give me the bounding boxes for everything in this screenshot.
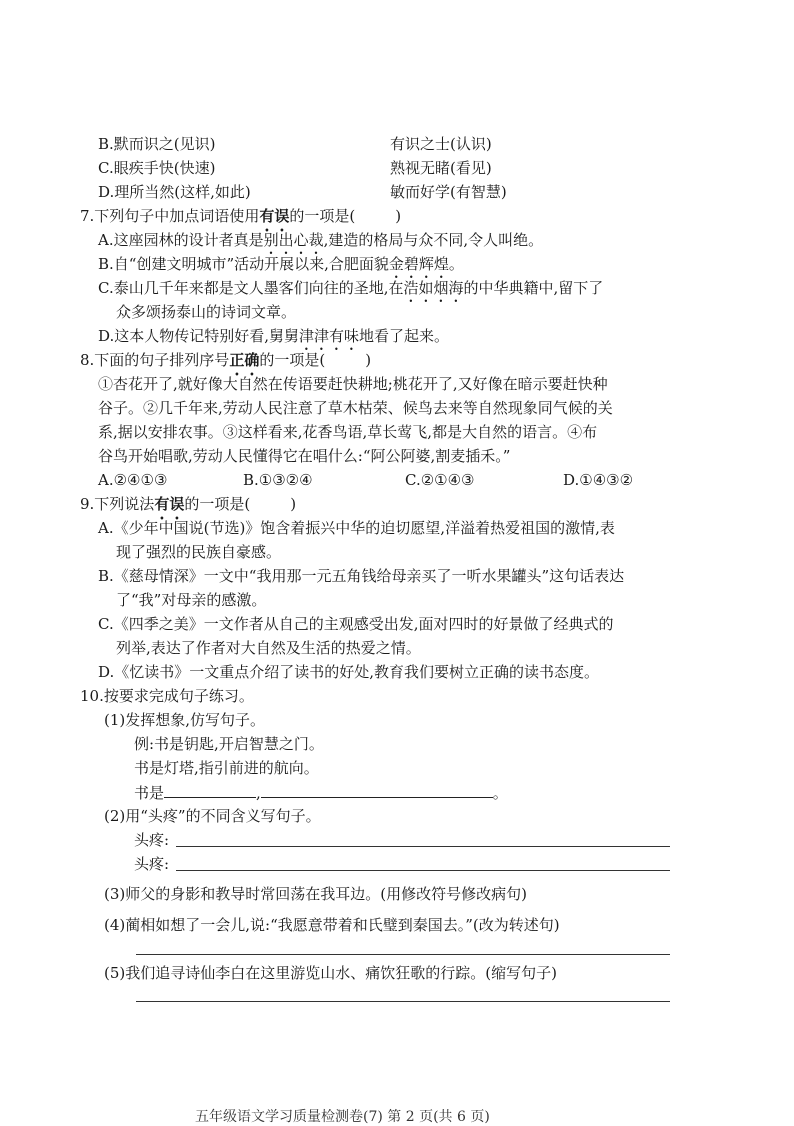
q8-passage-line: 系,据以安排农事。③这样看来,花香鸟语,草长莺飞,都是大自然的语言。④布 [98,423,598,441]
q10-example-2: 书是灯塔,指引前进的航向。 [134,759,319,777]
q8-passage-line: ①杏花开了,就好像大自然在传语要赶快耕地;桃花开了,又好像在暗示要赶快种 [98,375,608,393]
q7-option-c-cont: 众多颂扬泰山的诗词文章。 [116,303,297,321]
q9-stem: 9.下列说法有误的一项是( ) [80,495,297,513]
q10-sub5: (5)我们追寻诗仙李白在这里游览山水、痛饮狂歌的行踪。(缩写句子) [104,964,557,982]
q8-options [98,469,708,491]
q8-passage-line: 谷鸟开始唱歌,劳动人民懂得它在唱什么:“阿公阿婆,割麦插禾。” [98,447,511,465]
answer-line[interactable] [136,954,670,955]
q6-option-b: B.默而识之(见识) 有识之士(认识) [98,135,492,153]
answer-line[interactable] [176,846,670,847]
q9-option-d: D.《忆读书》一文重点介绍了读书的好处,教育我们要树立正确的读书态度。 [98,663,600,681]
q9-option-c-cont: 列举,表达了作者对大自然及生活的热爱之情。 [116,639,421,657]
q6-option-c: C.眼疾手快(快速) 熟视无睹(看见) [98,159,492,177]
answer-line[interactable] [136,1001,670,1002]
q6-option-d: D.理所当然(这样,如此) 敏而好学(有智慧) [98,183,507,201]
q8-option-b[interactable]: B.①③②④ [243,471,313,489]
answer-line[interactable] [176,870,670,871]
q10-sub2-label-1: 头疼: [134,831,170,849]
q10-stem: 10.按要求完成句子练习。 [80,687,254,705]
q10-example-1: 例:书是钥匙,开启智慧之门。 [134,735,324,753]
q9-option-a-cont: 现了强烈的民族自豪感。 [116,543,282,561]
q7-option-b: B.自“创建文明城市”活动开展以来,合肥面貌金碧辉煌。 [98,255,464,273]
q7-option-d: D.这本人物传记特别好看,舅舅津津有味地看了起来。 [98,327,450,345]
q10-sub2-title: (2)用“头疼”的不同含义写句子。 [104,807,321,825]
page-footer: 五年级语文学习质量检测卷(7) 第 2 页(共 6 页) [195,1109,490,1125]
q8-option-d[interactable]: D.①④③② [563,471,634,489]
q10-sub4: (4)蔺相如想了一会儿,说:“我愿意带着和氏璧到秦国去。”(改为转述句) [104,916,560,934]
q9-option-b: B.《慈母情深》一文中“我用那一元五角钱给母亲买了一听水果罐头”这句话表达 [98,567,625,585]
fill-blank-2[interactable] [261,781,493,798]
q10-sub3: (3)师父的身影和教导时常回荡在我耳边。(用修改符号修改病句) [104,885,527,903]
q10-sub2-label-2: 头疼: [134,855,170,873]
q8-option-c[interactable]: C.②①④③ [405,471,475,489]
q9-option-b-cont: 了“我”对母亲的感激。 [116,591,267,609]
q7-option-a: A.这座园林的设计者真是别出心裁,建造的格局与众不同,令人叫绝。 [98,231,544,249]
q7-stem: 7.下列句子中加点词语使用有误的一项是( ) [80,207,402,225]
q7-option-c: C.泰山几千年来都是文人墨客们向往的圣地,在浩如烟海的中华典籍中,留下了 [98,279,604,297]
fill-blank-1[interactable] [164,781,256,798]
q9-option-c: C.《四季之美》一文作者从自己的主观感受出发,面对四时的好景做了经典式的 [98,615,614,633]
q10-sub1-title: (1)发挥想象,仿写句子。 [104,711,266,729]
q8-passage-line: 谷子。②几千年来,劳动人民注意了草木枯荣、候鸟去来等自然现象同气候的关 [98,399,613,417]
q10-fill-line: 书是 , 。 [134,781,508,804]
q8-stem: 8.下面的句子排列序号正确的一项是( ) [80,351,372,369]
q8-option-a[interactable]: A.②④①③ [98,471,168,489]
q9-option-a: A.《少年中国说(节选)》饱含着振兴中华的迫切愿望,洋溢着热爱祖国的激情,表 [98,519,615,537]
